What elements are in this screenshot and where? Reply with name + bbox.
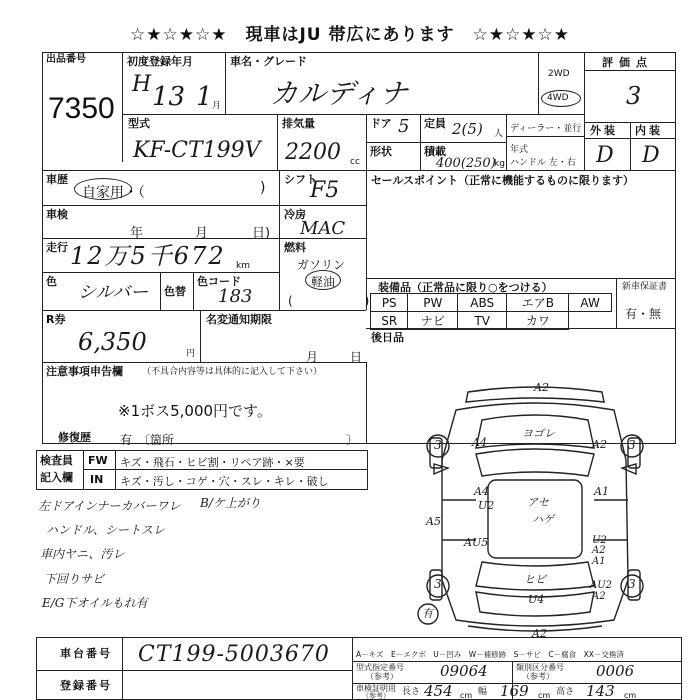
drive-4wd: 4WD xyxy=(547,93,569,103)
first-reg-month-unit: 月 xyxy=(212,101,222,111)
type-number-value: 09064 xyxy=(440,662,488,680)
mark-left-front-door-a4: A4 xyxy=(474,485,489,498)
equip-sr: SR xyxy=(371,312,408,330)
color-label: 色 xyxy=(46,275,57,288)
equip-pw: PW xyxy=(408,294,458,312)
mileage-unit: km xyxy=(236,261,250,271)
banner: ☆★☆★☆★ 現車はJU 帯広にあります ☆★☆★☆★ xyxy=(130,25,570,45)
mark-right-rear-quarter-a2: A2 xyxy=(592,591,606,602)
warranty-label: 新車保証書 xyxy=(622,282,668,292)
transfer-day: 日 xyxy=(350,350,363,364)
chassis-label: 車台番号 xyxy=(60,647,112,660)
cert-ref: （参考） xyxy=(362,692,390,700)
length-label: 長さ xyxy=(402,687,421,697)
lot-value: 7350 xyxy=(48,92,115,125)
class-number-value: 0006 xyxy=(596,662,635,680)
recycle-value: 6,350 xyxy=(78,328,147,356)
inspection-month: 月 xyxy=(195,226,209,241)
displacement-unit: cc xyxy=(350,157,360,167)
shape-label: 形状 xyxy=(370,145,392,158)
car-name-label: 車名・グレード xyxy=(230,55,307,68)
load-label: 積載 xyxy=(424,145,446,158)
lot-label: 出品番号 xyxy=(46,54,86,65)
mark-right-front-wheel: 3 xyxy=(628,438,636,452)
warranty-value: 有・無 xyxy=(625,307,662,321)
history-close: ) xyxy=(260,180,266,196)
repair-close: 〕 xyxy=(346,433,359,447)
color-change-label: 色替 xyxy=(164,285,186,298)
history-value: 自家用・（ xyxy=(82,185,145,201)
width-unit: cm xyxy=(538,691,551,700)
color-code-label: 色コード xyxy=(197,275,241,288)
equip-aw: AW xyxy=(569,294,612,312)
mark-hood: ヨゴレ xyxy=(522,427,555,440)
displacement-value: 2200 xyxy=(285,140,341,165)
mark-right-rear-wheel: 3 xyxy=(628,577,636,591)
model-value: KF-CT199V xyxy=(133,138,261,163)
note-1: 左ドアインナーカバーワレ xyxy=(38,499,181,513)
mark-right-rear-quarter-au2: AU2 xyxy=(590,580,613,591)
shift-value: F5 xyxy=(310,178,340,203)
width-value: 169 xyxy=(500,682,529,700)
length-unit: cm xyxy=(460,691,473,700)
note-4: 下回りサビ xyxy=(44,572,105,586)
capacity-label: 定員 xyxy=(424,117,446,130)
type-number-ref: （参考） xyxy=(366,672,398,681)
mark-left-front-door-u2: U2 xyxy=(478,499,495,512)
notice-sub: （不具合内容等は具体的に記入して下さい） xyxy=(142,367,323,377)
aircon-value: MAC xyxy=(300,218,346,239)
sales-point-label: セールスポイント（正常に機能するものに限ります） xyxy=(371,174,635,187)
first-reg-month: 1 xyxy=(196,82,213,112)
exterior-value: D xyxy=(596,143,614,168)
reg-number-label: 登録番号 xyxy=(60,679,112,692)
inspection-year: 年 xyxy=(130,226,144,241)
shift-label: シフト xyxy=(284,173,317,186)
mark-rear-glass: ヒビ xyxy=(524,573,546,586)
load-unit: kg xyxy=(494,159,505,169)
mark-right-front-fender: A2 xyxy=(592,438,607,451)
year-label: 年式 xyxy=(510,145,529,155)
note-3: 車内ヤニ、汚レ xyxy=(40,547,125,561)
first-reg-era: H xyxy=(132,72,152,97)
mark-roof-peel: ハゲ xyxy=(532,513,554,526)
inspector-row1: キズ・飛石・ヒビ割・リペア跡・×要 xyxy=(120,456,305,469)
capacity-unit: 人 xyxy=(494,129,504,139)
notice-value: ※1ボス5,000円です。 xyxy=(118,402,272,420)
type-number-label: 型式指定番号 xyxy=(356,663,404,672)
interior-label: 内装 xyxy=(635,124,663,137)
color-code: 183 xyxy=(218,286,253,307)
first-reg-label: 初度登録年月 xyxy=(127,55,193,68)
fuel-label: 燃料 xyxy=(284,241,306,254)
equip-abs: ABS xyxy=(458,294,507,312)
mark-tailgate: U4 xyxy=(528,593,545,606)
width-label: 幅 xyxy=(478,687,488,697)
interior-value: D xyxy=(642,143,660,168)
history-label: 車歴 xyxy=(46,173,68,186)
inspector-fw: FW xyxy=(88,454,108,467)
inspection-day: 日) xyxy=(252,226,271,241)
mark-right-rear-door-a2: A2 xyxy=(592,545,606,556)
equip-navi: ナビ xyxy=(408,312,458,330)
doors-value: 5 xyxy=(398,116,410,137)
capacity-value: 2(5) xyxy=(452,120,483,138)
legend: A－キズ E－エクボ U－凹み W－補修跡 S－サビ C－腐食 XX－交換済 xyxy=(356,650,624,659)
class-number-label: 類別区分番号 xyxy=(516,663,564,672)
equip-leather: カワ xyxy=(507,312,569,330)
equipment-table xyxy=(370,293,612,330)
first-reg-year: 13 xyxy=(152,82,186,112)
displacement-label: 排気量 xyxy=(282,117,315,130)
handle-label: ハンドル 左・右 xyxy=(510,158,576,168)
recycle-label: R券 xyxy=(46,313,66,326)
dealer-label: ディーラー・並行 xyxy=(510,124,582,134)
drive-2wd: 2WD xyxy=(548,69,570,79)
mark-right-rear-door-a1: A1 xyxy=(592,556,606,567)
mark-right-rear-door-u2: U2 xyxy=(592,535,607,546)
cert-label: 車検証明用 xyxy=(356,684,396,693)
mileage-label: 走行 xyxy=(46,241,68,254)
mark-roof-fade: アセ xyxy=(527,496,549,509)
recycle-unit: 円 xyxy=(186,349,196,359)
note-5: E/G下オイルもれ有 xyxy=(42,596,148,610)
equip-tv: TV xyxy=(458,312,507,330)
fuel-gas: ガソリン xyxy=(297,258,346,272)
class-number-ref: （参考） xyxy=(522,672,554,681)
mark-left-sill: A5 xyxy=(426,515,441,528)
equip-ps: PS xyxy=(371,294,408,312)
note-right: B/ケ上がり xyxy=(200,496,261,510)
repair-value: 有 〔箇所 xyxy=(120,433,175,447)
exterior-label: 外装 xyxy=(590,124,618,137)
fuel-paren: ( ) xyxy=(288,294,370,308)
mark-front-a2: A2 xyxy=(534,381,549,394)
mileage-value: 12万5千672 xyxy=(70,242,226,270)
color-value: シルバー xyxy=(78,282,149,303)
length-value: 454 xyxy=(424,682,453,700)
mark-left-front-fender: A4 xyxy=(472,436,487,449)
load-value: 400(250) xyxy=(436,156,496,171)
notice-label: 注意事項申告欄 xyxy=(46,365,123,378)
score-label: 評価点 xyxy=(602,56,653,69)
mark-rear-bumper: A2 xyxy=(532,627,547,640)
doors-label: ドア xyxy=(370,117,392,130)
equip-airbag: エアB xyxy=(507,294,569,312)
mark-left-rear-wheel: 3 xyxy=(434,577,442,591)
score-value: 3 xyxy=(626,82,642,110)
fuel-diesel: 軽油 xyxy=(311,275,336,289)
transfer-label: 名変通知期限 xyxy=(206,313,272,326)
chassis-value: CT199-5003670 xyxy=(138,642,330,667)
car-name-value: カルディナ xyxy=(270,77,408,110)
height-unit: cm xyxy=(624,691,637,700)
height-label: 高さ xyxy=(556,687,575,697)
inspection-label: 車検 xyxy=(46,208,68,221)
inspector-label: 検査員 xyxy=(40,454,73,467)
equipment-label: 装備品（正常品に限り○をつける） xyxy=(378,281,553,294)
model-label: 型式 xyxy=(128,117,150,130)
inspector-row2: キズ・汚し・コゲ・穴・スレ・キレ・破し xyxy=(120,475,329,488)
height-value: 143 xyxy=(586,682,615,700)
aftermarket-label: 後日品 xyxy=(371,331,404,344)
note-2: ハンドル、シートスレ xyxy=(46,523,165,537)
repair-label: 修復歴 xyxy=(58,431,91,444)
mark-right-front-door: A1 xyxy=(594,485,609,498)
aircon-label: 冷房 xyxy=(284,208,306,221)
inspector-in: IN xyxy=(90,473,104,486)
entry-label: 記入欄 xyxy=(40,471,73,484)
mark-spare: 有 xyxy=(422,607,433,620)
mark-left-front-wheel: 3 xyxy=(434,438,442,452)
mark-left-rear-door: AU5 xyxy=(464,536,489,549)
transfer-month: 月 xyxy=(306,350,319,364)
